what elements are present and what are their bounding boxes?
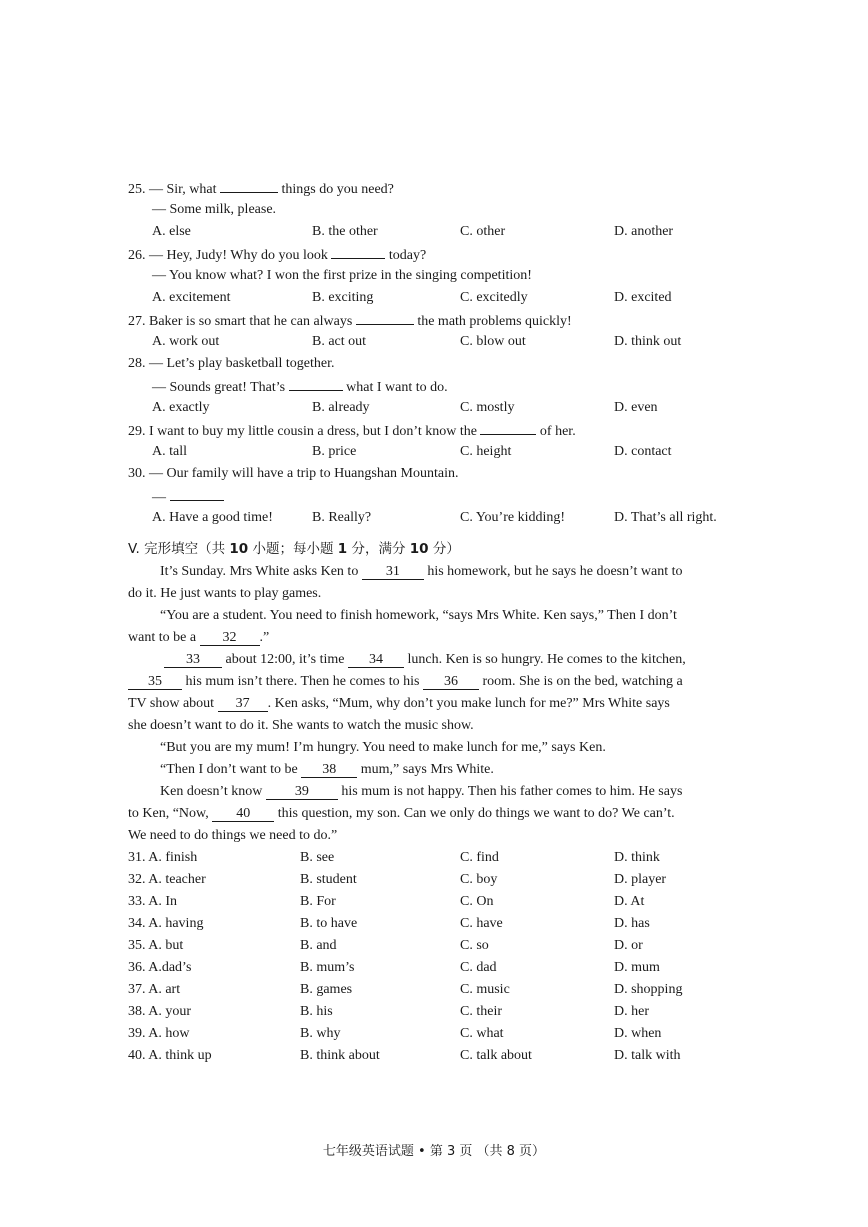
blank-40: 40 — [212, 807, 274, 822]
option-35-b: B. and — [300, 938, 337, 953]
option-30-d: D. That’s all right. — [614, 510, 717, 525]
option-25-a: A. else — [152, 224, 191, 239]
option-36-c: C. dad — [460, 960, 497, 975]
option-40-a: 40. A. think up — [128, 1048, 212, 1063]
page-footer: 七年级英语试题 • 第 3 页 （共 8 页） — [322, 1144, 546, 1159]
option-39-d: D. when — [614, 1026, 662, 1041]
question-30-reply: — — [152, 488, 224, 506]
option-30-b: B. Really? — [312, 510, 372, 525]
option-26-c: C. excitedly — [460, 290, 528, 305]
question-29-stem: 29. I want to buy my little cousin a dress, but I don’t know the of her. — [128, 424, 576, 439]
passage-line-11: Ken doesn’t know 39 his mum is not happy. Then his father comes to him. He says — [160, 784, 683, 799]
section-heading: V. 完形填空（共 10 小题；每小题 1 分，满分 10 分） — [128, 541, 460, 557]
option-32-a: 32. A. teacher — [128, 872, 206, 887]
option-28-c: C. mostly — [460, 400, 515, 415]
passage-line-3: “You are a student. You need to finish homework, “says Mrs White. Ken says,” Then I don’t — [160, 608, 677, 623]
option-39-a: 39. A. how — [128, 1026, 190, 1041]
passage-line-4: want to be a 32 .” — [128, 630, 270, 645]
option-38-d: D. her — [614, 1004, 649, 1019]
option-40-d: D. talk with — [614, 1048, 681, 1063]
option-38-b: B. his — [300, 1004, 333, 1019]
option-27-d: D. think out — [614, 334, 682, 349]
option-29-b: B. price — [312, 444, 357, 459]
option-32-c: C. boy — [460, 872, 498, 887]
passage-line-6: 35 his mum isn’t there. Then he comes to his 36 room. She is on the bed, watching a — [128, 674, 683, 690]
blank-35: 35 — [128, 675, 182, 690]
option-25-b: B. the other — [312, 224, 378, 239]
question-30-stem: 30. — Our family will have a trip to Huangshan Mountain. — [128, 466, 459, 481]
option-35-a: 35. A. but — [128, 938, 184, 953]
option-36-b: B. mum’s — [300, 960, 355, 975]
option-27-a: A. work out — [152, 334, 220, 349]
blank-34: 34 — [348, 653, 404, 668]
option-31-c: C. find — [460, 850, 499, 865]
option-32-b: B. student — [300, 872, 357, 887]
option-37-a: 37. A. art — [128, 982, 181, 997]
option-37-b: B. games — [300, 982, 353, 997]
option-34-c: C. have — [460, 916, 503, 931]
option-34-a: 34. A. having — [128, 916, 204, 931]
passage-line-5: 33 about 12:00, it’s time 34 lunch. Ken is so hungry. He comes to the kitchen, — [164, 652, 686, 668]
option-36-a: 36. A.dad’s — [128, 960, 192, 975]
option-31-d: D. think — [614, 850, 660, 865]
passage-line-10: “Then I don’t want to be 38 mum,” says Mrs White. — [160, 762, 494, 777]
option-30-a: A. Have a good time! — [152, 510, 273, 525]
option-29-c: C. height — [460, 444, 512, 459]
option-34-d: D. has — [614, 916, 650, 931]
option-26-d: D. excited — [614, 290, 672, 305]
passage-line-8: she doesn’t want to do it. She wants to watch the music show. — [128, 718, 474, 733]
option-37-c: C. music — [460, 982, 510, 997]
option-34-b: B. to have — [300, 916, 358, 931]
option-36-d: D. mum — [614, 960, 660, 975]
blank-32: 32 — [200, 631, 260, 646]
question-26-reply: — You know what? I won the first prize in the singing competition! — [152, 268, 532, 283]
passage-line-2: do it. He just wants to play games. — [128, 586, 322, 601]
option-31-b: B. see — [300, 850, 335, 865]
option-32-d: D. player — [614, 872, 667, 887]
blank-33: 33 — [164, 653, 222, 668]
passage-line-1: It’s Sunday. Mrs White asks Ken to 31 his homework, but he says he doesn’t want to — [160, 564, 683, 579]
option-28-d: D. even — [614, 400, 658, 415]
option-29-a: A. tall — [152, 444, 187, 459]
option-39-b: B. why — [300, 1026, 341, 1041]
option-27-c: C. blow out — [460, 334, 526, 349]
option-25-c: C. other — [460, 224, 506, 239]
option-26-a: A. excitement — [152, 290, 231, 305]
option-27-b: B. act out — [312, 334, 367, 349]
option-28-a: A. exactly — [152, 400, 210, 415]
option-40-c: C. talk about — [460, 1048, 532, 1063]
question-28-stem: 28. — Let’s play basketball together. — [128, 356, 335, 371]
passage-line-12: to Ken, “Now, 40 this question, my son. Can we only do things we want to do? We can’t. — [128, 806, 675, 821]
option-33-a: 33. A. In — [128, 894, 177, 909]
passage-line-9: “But you are my mum! I’m hungry. You need to make lunch for me,” says Ken. — [160, 740, 606, 755]
option-37-d: D. shopping — [614, 982, 683, 997]
option-33-d: D. At — [614, 894, 645, 909]
blank-31: 31 — [362, 565, 424, 580]
blank-37: 37 — [218, 697, 268, 712]
option-33-b: B. For — [300, 894, 336, 909]
option-39-c: C. what — [460, 1026, 504, 1041]
blank-39: 39 — [266, 785, 338, 800]
blank-38: 38 — [301, 763, 357, 778]
passage-line-7: TV show about 37 . Ken asks, “Mum, why don’t you make lunch for me?” Mrs White says — [128, 696, 670, 711]
question-28-reply: — Sounds great! That’s what I want to do. — [152, 380, 448, 395]
option-35-c: C. so — [460, 938, 489, 953]
option-40-b: B. think about — [300, 1048, 380, 1063]
option-31-a: 31. A. finish — [128, 850, 198, 865]
question-26-stem: 26. — Hey, Judy! Why do you look today? — [128, 248, 427, 263]
question-25-stem: 25. — Sir, what things do you need? — [128, 182, 394, 197]
option-38-c: C. their — [460, 1004, 502, 1019]
question-25-reply: — Some milk, please. — [152, 202, 277, 217]
option-33-c: C. On — [460, 894, 494, 909]
option-25-d: D. another — [614, 224, 674, 239]
option-35-d: D. or — [614, 938, 643, 953]
passage-line-13: We need to do things we need to do.” — [128, 828, 338, 843]
option-30-c: C. You’re kidding! — [460, 510, 566, 525]
option-29-d: D. contact — [614, 444, 672, 459]
question-27-stem: 27. Baker is so smart that he can always the math problems quickly! — [128, 314, 572, 329]
option-26-b: B. exciting — [312, 290, 374, 305]
option-38-a: 38. A. your — [128, 1004, 191, 1019]
blank-36: 36 — [423, 675, 479, 690]
option-28-b: B. already — [312, 400, 370, 415]
